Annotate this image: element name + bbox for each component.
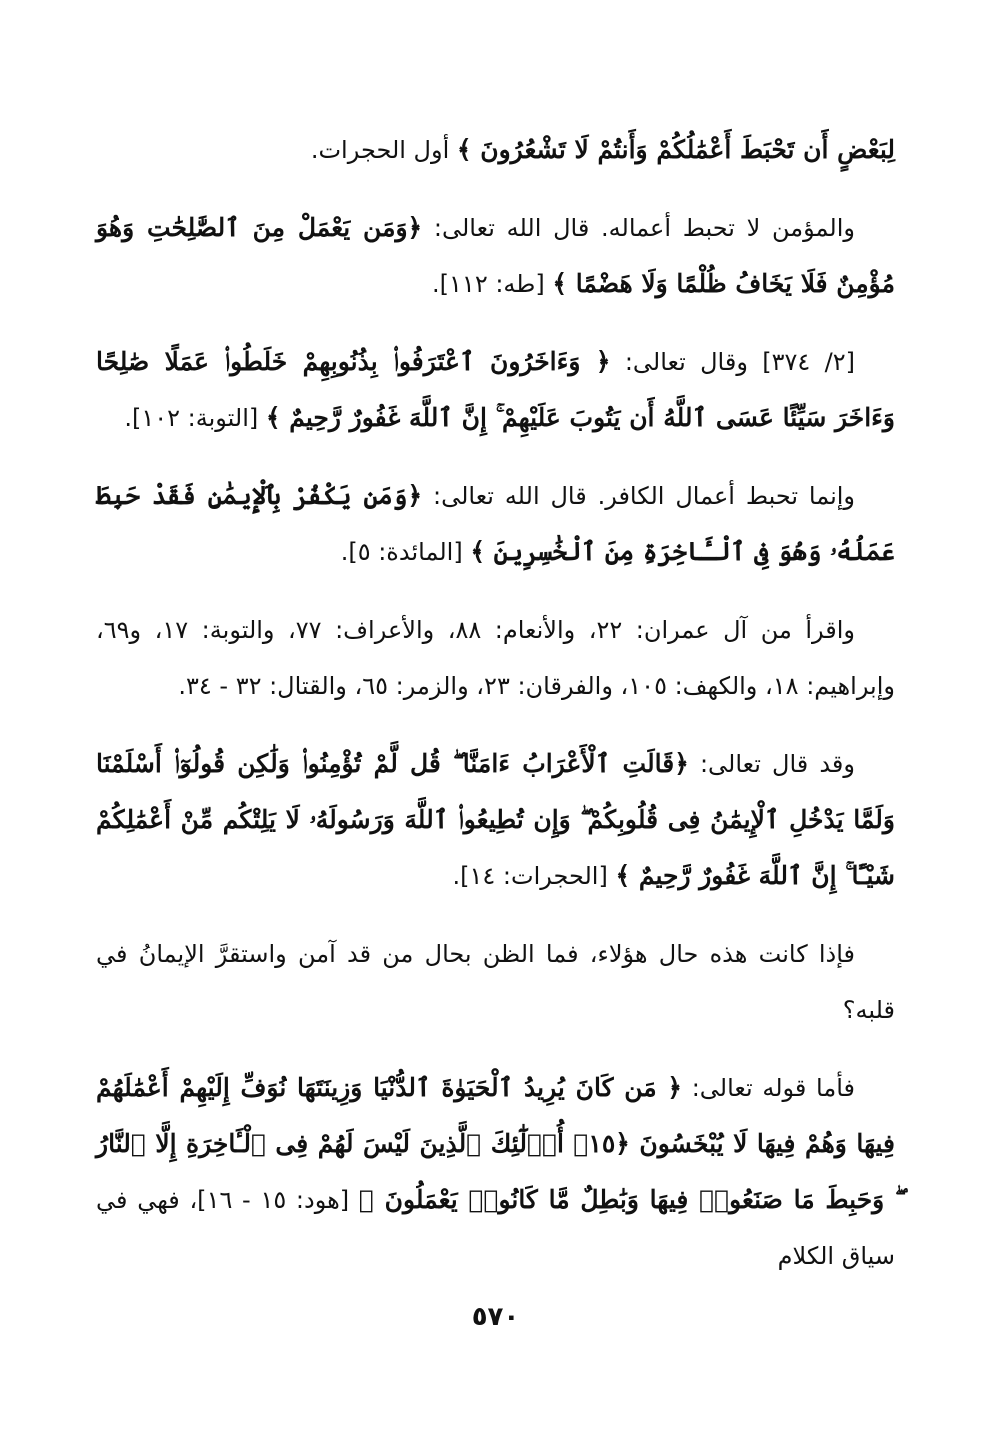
reference-text: [التوبة: ١٠٢]. — [124, 404, 266, 432]
reference-text: [الحجرات: ١٤]. — [452, 862, 616, 890]
body-text: والمؤمن لا تحبط أعماله. قال الله تعالى: — [422, 214, 855, 242]
paragraph-hujurat-ending — [96, 122, 895, 178]
book-page — [96, 122, 895, 1453]
quran-verse: ﴿وَمَن يَعْمَلْ مِنَ ٱلصَّٰلِحَٰتِ وَهُوَ مُؤْمِنٌ فَلَا يَخَافُ ظُلْمًا وَلَا هَضْمًا ﴾ — [96, 213, 895, 298]
body-text: وإنما تحبط أعمال الكافر. قال الله تعالى: — [422, 482, 856, 510]
paragraph-hujurat-14 — [96, 736, 895, 904]
quran-verse: ﴿ مَن كَانَ يُرِيدُ ٱلْحَيَوٰةَ ٱلدُّنْيَا وَزِينَتَهَا نُوَفِّ إِلَيْهِمْ أَعْمَٰلَهُمْ فِيهَا وَهُمْ فِيهَا لَا يُبْخَسُونَ ﴿١٥﴾ أُو۟لَٰٓئِكَ ٱلَّذِينَ لَيْسَ لَهُمْ فِى ٱلْـَٔاخِرَةِ إِلَّا ٱلنَّارُ ۖ وَحَبِطَ مَا صَنَعُوا۟ فِيهَا وَبَٰطِلٌ مَّا كَانُوا۟ يَعْمَلُونَ ﴾ — [96, 1073, 896, 1214]
body-text: وقد قال تعالى: — [688, 750, 855, 778]
paragraph-hud-15-16 — [96, 1060, 895, 1284]
body-text: فإذا كانت هذه حال هؤلاء، فما الظن بحال من قد آمن واستقرَّ الإيمانُ في قلبه؟ — [96, 940, 895, 1024]
paragraph-disbeliever-deeds — [96, 468, 895, 580]
quran-verse: لِبَعْضٍ أَن تَحْبَطَ أَعْمَٰلُكُمْ وَأَنتُمْ لَا تَشْعُرُونَ ﴾ — [456, 135, 895, 164]
quran-verse: ﴿قَالَتِ ٱلْأَعْرَابُ ءَامَنَّا ۖ قُل لَّمْ تُؤْمِنُوا۟ وَلَٰكِن قُولُوٓا۟ أَسْلَمْنَا وَلَمَّا يَدْخُلِ ٱلْإِيمَٰنُ فِى قُلُوبِكُمْ ۖ وَإِن تُطِيعُوا۟ ٱللَّهَ وَرَسُولَهُۥ لَا يَلِتْكُم مِّنْ أَعْمَٰلِكُمْ شَيْـًٔا ۚ إِنَّ ٱللَّهَ غَفُورٌ رَّحِيمٌ ﴾ — [96, 749, 895, 890]
body-text: [٢/ ٣٧٤] وقال تعالى: — [610, 348, 855, 376]
reference-text: أول الحجرات. — [310, 136, 457, 164]
quran-verse: ﴿ وَءَاخَرُونَ ٱعْتَرَفُوا۟ بِذُنُوبِهِمْ خَلَطُوا۟ عَمَلًا صَٰلِحًا وَءَاخَرَ سَيِّئًا عَسَى ٱللَّهُ أَن يَتُوبَ عَلَيْهِمْ ۚ إِنَّ ٱللَّهَ غَفُورٌ رَّحِيمٌ ﴾ — [96, 347, 895, 432]
paragraph-further-reading — [96, 602, 895, 714]
reference-text: [هود: ١٥ - ١٦]، فهي في سياق الكلام — [96, 1186, 895, 1270]
body-text: فأما قوله تعالى: — [682, 1074, 855, 1102]
paragraph-believer-deeds — [96, 200, 895, 312]
reference-text: [طه: ١١٢]. — [432, 270, 553, 298]
reference-text: [المائدة: ٥]. — [340, 538, 471, 566]
body-text: واقرأ من آل عمران: ٢٢، والأنعام: ٨٨، والأعراف: ٧٧، والتوبة: ١٧، و٦٩، وإبراهيم: ١٨، والكهف: ١٠٥، والفرقان: ٢٣، والزمر: ٦٥، والقتال: ٣٢ - ٣٤. — [96, 616, 895, 700]
page-number: ٥٧٠ — [471, 1302, 520, 1332]
quran-verse: ﴿وَمَن يَكْفُرْ بِٱلْإِيمَٰنِ فَقَدْ حَبِطَ عَمَلُهُۥ وَهُوَ فِى ٱلْـَٔاخِرَةِ مِنَ ٱلْخَٰسِرِينَ ﴾ — [96, 481, 895, 566]
paragraph-tawbah-102 — [96, 334, 895, 446]
paragraph-rhetorical-question — [96, 926, 895, 1038]
